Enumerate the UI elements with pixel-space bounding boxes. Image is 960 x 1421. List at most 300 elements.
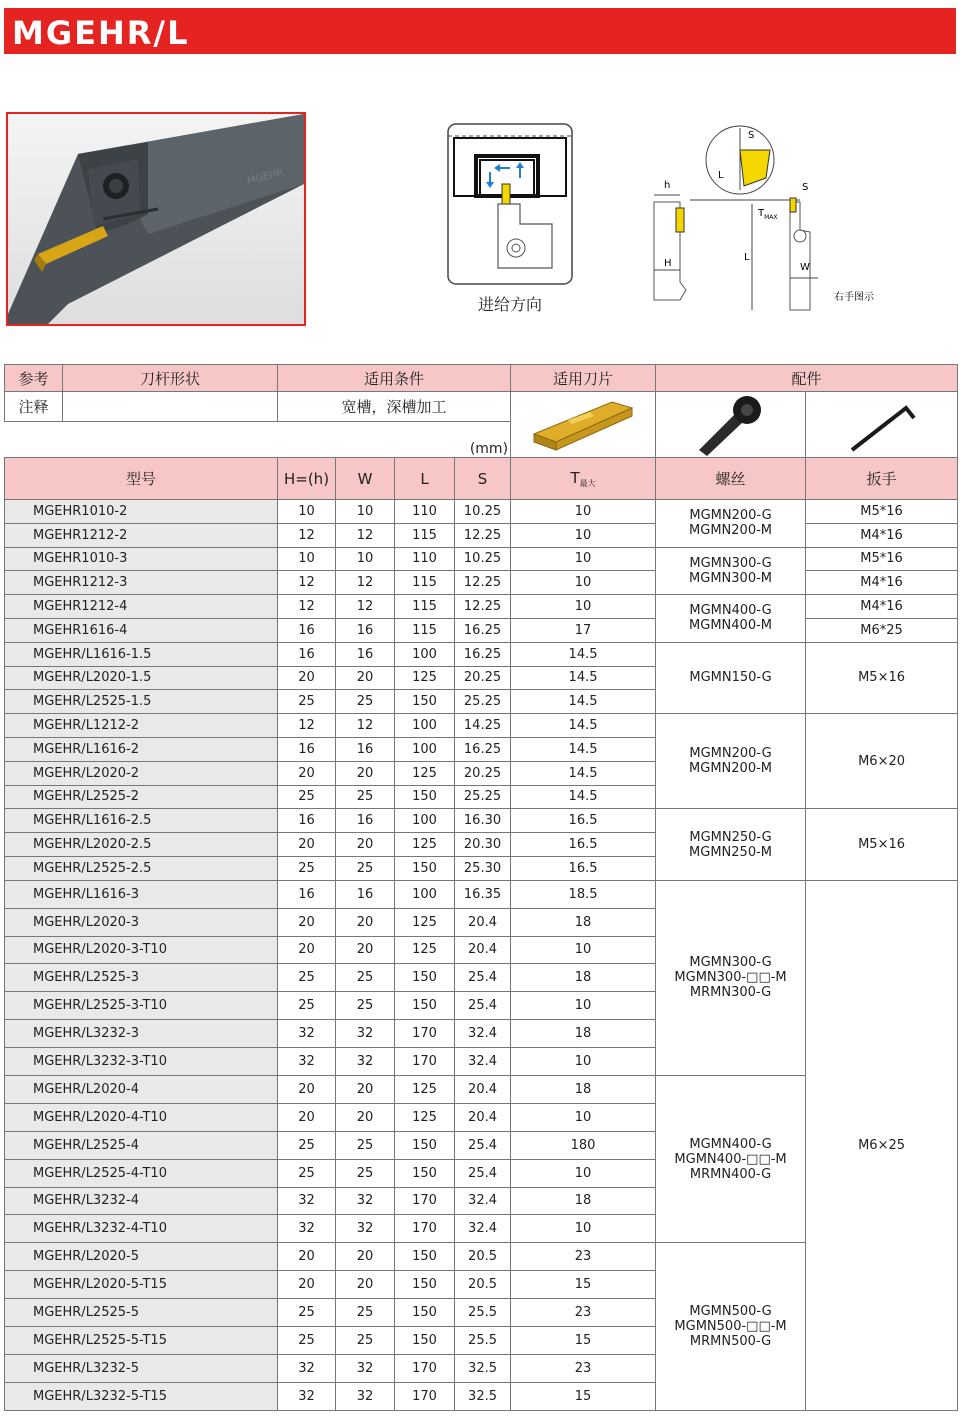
t-cell: 14.5 — [511, 761, 656, 785]
model-cell: MGEHR1616-4 — [5, 618, 278, 642]
l-cell: 100 — [395, 737, 455, 761]
t-cell: 14.5 — [511, 690, 656, 714]
model-cell: MGEHR1010-2 — [5, 500, 278, 524]
toolholder-illustration — [8, 114, 304, 324]
note-label: 注释 — [5, 392, 63, 422]
l-cell: 150 — [395, 1271, 455, 1299]
col-wrench: 扳手 — [806, 458, 958, 500]
w-cell: 12 — [336, 714, 395, 738]
screw-cell: M4*16 — [806, 571, 958, 595]
t-cell: 18 — [511, 1020, 656, 1048]
table-row — [5, 880, 958, 908]
w-cell: 25 — [336, 964, 395, 992]
h-cell: 25 — [278, 1327, 336, 1355]
t-cell: 23 — [511, 1299, 656, 1327]
t-cell: 10 — [511, 936, 656, 964]
insert-image-cell — [511, 392, 656, 458]
w-cell: 10 — [336, 547, 395, 571]
col-h: H=(h) — [278, 458, 336, 500]
l-cell: 150 — [395, 992, 455, 1020]
model-cell: MGEHR/L3232-3-T10 — [5, 1048, 278, 1076]
t-cell: 15 — [511, 1327, 656, 1355]
insert-line: MGMN200-G — [689, 508, 772, 524]
l-cell: 110 — [395, 547, 455, 571]
table-row — [5, 547, 958, 571]
table-row — [5, 618, 958, 642]
t-cell: 23 — [511, 1354, 656, 1382]
insert-line: MGMN400-M — [689, 618, 772, 634]
header-shape: 刀杆形状 — [63, 365, 278, 392]
t-cell: 18.5 — [511, 880, 656, 908]
w-cell: 32 — [336, 1020, 395, 1048]
w-cell: 16 — [336, 618, 395, 642]
s-cell: 32.5 — [455, 1382, 511, 1410]
insert-line: MGMN500-□□-M — [674, 1319, 787, 1334]
dim-s-label-2: S — [802, 182, 809, 193]
insert-line: MGMN150-G — [689, 670, 772, 686]
t-cell: 10 — [511, 992, 656, 1020]
w-cell: 32 — [336, 1187, 395, 1215]
w-cell: 32 — [336, 1354, 395, 1382]
l-cell: 125 — [395, 936, 455, 964]
s-cell: 20.4 — [455, 1075, 511, 1103]
model-cell: MGEHR1212-3 — [5, 571, 278, 595]
l-cell: 100 — [395, 642, 455, 666]
t-cell: 10 — [511, 1159, 656, 1187]
wrench-image-cell — [806, 392, 958, 458]
screw-cell: M5*16 — [806, 500, 958, 524]
insert-cell — [656, 714, 806, 809]
l-cell: 150 — [395, 1299, 455, 1327]
t-cell: 23 — [511, 1243, 656, 1271]
h-cell: 32 — [278, 1382, 336, 1410]
s-cell: 16.30 — [455, 809, 511, 833]
w-cell: 32 — [336, 1048, 395, 1076]
l-cell: 100 — [395, 809, 455, 833]
w-cell: 25 — [336, 785, 395, 809]
insert-cell — [656, 1243, 806, 1410]
insert-line: MGMN300-G — [689, 955, 772, 971]
product-photo — [6, 112, 306, 326]
h-cell: 32 — [278, 1215, 336, 1243]
h-cell: 16 — [278, 642, 336, 666]
l-cell: 100 — [395, 714, 455, 738]
l-cell: 110 — [395, 500, 455, 524]
model-cell: MGEHR/L2020-5-T15 — [5, 1271, 278, 1299]
col-screw: 螺丝 — [656, 458, 806, 500]
h-cell: 12 — [278, 595, 336, 619]
model-cell: MGEHR/L1616-1.5 — [5, 642, 278, 666]
h-cell: 25 — [278, 690, 336, 714]
model-cell: MGEHR1010-3 — [5, 547, 278, 571]
title-banner — [4, 8, 956, 54]
model-cell: MGEHR/L2020-5 — [5, 1243, 278, 1271]
s-cell: 10.25 — [455, 547, 511, 571]
t-cell: 10 — [511, 547, 656, 571]
l-cell: 150 — [395, 1131, 455, 1159]
insert-cell — [656, 595, 806, 643]
model-cell: MGEHR/L2525-4-T10 — [5, 1159, 278, 1187]
insert-line: MGMN400-□□-M — [674, 1151, 787, 1167]
model-cell: MGEHR/L2525-5-T15 — [5, 1327, 278, 1355]
screw-cell: M6×20 — [806, 714, 958, 809]
l-cell: 170 — [395, 1048, 455, 1076]
s-cell: 25.5 — [455, 1299, 511, 1327]
h-cell: 32 — [278, 1187, 336, 1215]
h-cell: 16 — [278, 618, 336, 642]
s-cell: 10.25 — [455, 500, 511, 524]
insert-icon — [528, 394, 638, 456]
dim-tmax-label: $T_{MAX}$ — [758, 208, 778, 221]
header-insert: 适用刀片 — [511, 365, 656, 392]
header-condition: 适用条件 — [278, 365, 511, 392]
t-cell: 10 — [511, 1215, 656, 1243]
s-cell: 25.30 — [455, 856, 511, 880]
t-cell: 16.5 — [511, 833, 656, 857]
s-cell: 14.25 — [455, 714, 511, 738]
t-cell: 18 — [511, 908, 656, 936]
t-cell: 14.5 — [511, 714, 656, 738]
l-cell: 150 — [395, 1159, 455, 1187]
feed-direction-diagram — [440, 120, 580, 320]
l-cell: 100 — [395, 880, 455, 908]
insert-cell — [656, 880, 806, 1075]
t-cell: 15 — [511, 1382, 656, 1410]
s-cell: 25.5 — [455, 1327, 511, 1355]
insert-line: MGMN500-G — [689, 1304, 772, 1319]
h-cell: 20 — [278, 908, 336, 936]
h-cell: 32 — [278, 1048, 336, 1076]
h-cell: 12 — [278, 714, 336, 738]
l-cell: 150 — [395, 1243, 455, 1271]
model-cell: MGEHR/L2020-2.5 — [5, 833, 278, 857]
s-cell: 16.25 — [455, 642, 511, 666]
l-cell: 170 — [395, 1382, 455, 1410]
model-cell: MGEHR/L2020-4-T10 — [5, 1103, 278, 1131]
s-cell: 20.25 — [455, 666, 511, 690]
w-cell: 20 — [336, 936, 395, 964]
table-row — [5, 809, 958, 833]
w-cell: 10 — [336, 500, 395, 524]
t-cell: 17 — [511, 618, 656, 642]
model-cell: MGEHR/L2525-2.5 — [5, 856, 278, 880]
w-cell: 16 — [336, 737, 395, 761]
dim-l-label-1: L — [718, 170, 724, 181]
s-cell: 12.25 — [455, 595, 511, 619]
header-row-1 — [5, 365, 958, 392]
insert-line: MGMN250-M — [689, 844, 772, 860]
screw-cell: M5×16 — [806, 809, 958, 880]
l-cell: 125 — [395, 833, 455, 857]
t-cell: 10 — [511, 571, 656, 595]
screw-cell: M6×25 — [806, 880, 958, 1410]
h-cell: 20 — [278, 936, 336, 964]
t-cell: 180 — [511, 1131, 656, 1159]
h-cell: 25 — [278, 992, 336, 1020]
page-title: MGEHR/L — [12, 14, 190, 52]
l-cell: 125 — [395, 761, 455, 785]
w-cell: 25 — [336, 1299, 395, 1327]
w-cell: 20 — [336, 833, 395, 857]
s-cell: 20.30 — [455, 833, 511, 857]
w-cell: 20 — [336, 908, 395, 936]
h-cell: 20 — [278, 666, 336, 690]
t-cell: 18 — [511, 1075, 656, 1103]
note-shape-empty — [63, 392, 278, 422]
insert-cell — [656, 547, 806, 595]
h-cell: 20 — [278, 1243, 336, 1271]
s-cell: 25.4 — [455, 1131, 511, 1159]
insert-line: MGMN300-M — [689, 570, 772, 586]
h-cell: 32 — [278, 1020, 336, 1048]
w-cell: 12 — [336, 595, 395, 619]
dim-h-label: h — [664, 180, 671, 191]
s-cell: 16.25 — [455, 618, 511, 642]
l-cell: 170 — [395, 1187, 455, 1215]
s-cell: 25.25 — [455, 690, 511, 714]
l-cell: 150 — [395, 690, 455, 714]
model-cell: MGEHR/L3232-5 — [5, 1354, 278, 1382]
model-cell: MGEHR/L2020-3 — [5, 908, 278, 936]
dimension-figure — [640, 120, 900, 320]
l-cell: 150 — [395, 856, 455, 880]
insert-cell — [656, 500, 806, 548]
t-cell: 10 — [511, 1048, 656, 1076]
w-cell: 25 — [336, 856, 395, 880]
l-cell: 125 — [395, 666, 455, 690]
t-cell: 14.5 — [511, 666, 656, 690]
model-cell: MGEHR/L2020-2 — [5, 761, 278, 785]
col-t: $T_{最大}$ — [511, 458, 656, 500]
screw-image-cell — [656, 392, 806, 458]
col-s: S — [455, 458, 511, 500]
l-cell: 115 — [395, 618, 455, 642]
table-row — [5, 571, 958, 595]
insert-line: MGMN200-M — [689, 761, 772, 777]
screw-cell: M4*16 — [806, 595, 958, 619]
h-cell: 16 — [278, 880, 336, 908]
table-row — [5, 642, 958, 666]
insert-line: MGMN400-G — [689, 603, 772, 619]
header-ref: 参考 — [5, 365, 63, 392]
insert-line: MRMN300-G — [689, 985, 772, 1001]
table-row — [5, 714, 958, 738]
model-cell: MGEHR/L3232-3 — [5, 1020, 278, 1048]
column-header-row — [5, 458, 958, 500]
h-cell: 16 — [278, 737, 336, 761]
dim-s-label-1: S — [748, 130, 755, 141]
insert-line: MGMN250-G — [689, 829, 772, 845]
insert-cell — [656, 809, 806, 880]
h-cell: 32 — [278, 1354, 336, 1382]
s-cell: 25.4 — [455, 964, 511, 992]
h-cell: 20 — [278, 1271, 336, 1299]
h-cell: 20 — [278, 1075, 336, 1103]
col-model: 型号 — [5, 458, 278, 500]
s-cell: 25.4 — [455, 992, 511, 1020]
feed-direction-figure — [440, 120, 580, 320]
w-cell: 16 — [336, 809, 395, 833]
model-cell: MGEHR/L1616-3 — [5, 880, 278, 908]
spec-table — [4, 364, 958, 1411]
model-cell: MGEHR/L2020-3-T10 — [5, 936, 278, 964]
model-cell: MGEHR/L1212-2 — [5, 714, 278, 738]
t-cell: 10 — [511, 523, 656, 547]
model-cell: MGEHR/L3232-5-T15 — [5, 1382, 278, 1410]
s-cell: 20.25 — [455, 761, 511, 785]
t-cell: 14.5 — [511, 642, 656, 666]
insert-line: MGMN300-G — [689, 555, 772, 571]
h-cell: 25 — [278, 856, 336, 880]
model-cell: MGEHR/L3232-4-T10 — [5, 1215, 278, 1243]
s-cell: 32.4 — [455, 1020, 511, 1048]
dim-H-label: H — [664, 258, 672, 269]
screw-cell: M4*16 — [806, 523, 958, 547]
l-cell: 170 — [395, 1020, 455, 1048]
insert-line: MGMN200-M — [689, 523, 772, 539]
t-cell: 16.5 — [511, 856, 656, 880]
screw-cell: M5×16 — [806, 642, 958, 713]
insert-line: MGMN200-G — [689, 746, 772, 762]
w-cell: 20 — [336, 761, 395, 785]
model-cell: MGEHR/L2525-5 — [5, 1299, 278, 1327]
model-cell: MGEHR1212-4 — [5, 595, 278, 619]
s-cell: 25.25 — [455, 785, 511, 809]
s-cell: 20.4 — [455, 1103, 511, 1131]
screw-cell: M6*25 — [806, 618, 958, 642]
insert-line: MRMN500-G — [689, 1334, 772, 1349]
w-cell: 25 — [336, 1159, 395, 1187]
l-cell: 115 — [395, 571, 455, 595]
w-cell: 25 — [336, 690, 395, 714]
w-cell: 32 — [336, 1382, 395, 1410]
l-cell: 125 — [395, 1103, 455, 1131]
feed-direction-label: 进给方向 — [477, 295, 543, 314]
wrench-icon — [842, 394, 922, 456]
s-cell: 32.5 — [455, 1354, 511, 1382]
l-cell: 125 — [395, 1075, 455, 1103]
w-cell: 20 — [336, 1103, 395, 1131]
header-accessory: 配件 — [656, 365, 958, 392]
insert-cell — [656, 642, 806, 713]
model-cell: MGEHR/L3232-4 — [5, 1187, 278, 1215]
h-cell: 20 — [278, 761, 336, 785]
model-cell: MGEHR/L2525-1.5 — [5, 690, 278, 714]
h-cell: 20 — [278, 833, 336, 857]
screw-cell: M5*16 — [806, 547, 958, 571]
h-cell: 25 — [278, 1159, 336, 1187]
w-cell: 16 — [336, 880, 395, 908]
w-cell: 25 — [336, 1131, 395, 1159]
insert-line: MGMN400-G — [689, 1136, 772, 1152]
model-cell: MGEHR1212-2 — [5, 523, 278, 547]
h-cell: 25 — [278, 964, 336, 992]
s-cell: 20.4 — [455, 908, 511, 936]
table-row — [5, 595, 958, 619]
s-cell: 32.4 — [455, 1215, 511, 1243]
h-cell: 25 — [278, 785, 336, 809]
l-cell: 150 — [395, 1327, 455, 1355]
s-cell: 16.25 — [455, 737, 511, 761]
l-cell: 115 — [395, 523, 455, 547]
model-cell: MGEHR/L2525-2 — [5, 785, 278, 809]
condition-value: 宽槽，深槽加工 — [278, 392, 511, 422]
unit-label: (mm) — [5, 432, 511, 458]
s-cell: 20.5 — [455, 1243, 511, 1271]
w-cell: 16 — [336, 642, 395, 666]
w-cell: 20 — [336, 1075, 395, 1103]
s-cell: 12.25 — [455, 523, 511, 547]
insert-line: MGMN300-□□-M — [674, 970, 787, 986]
l-cell: 125 — [395, 908, 455, 936]
t-cell: 10 — [511, 1103, 656, 1131]
h-cell: 25 — [278, 1299, 336, 1327]
h-cell: 16 — [278, 809, 336, 833]
s-cell: 25.4 — [455, 1159, 511, 1187]
s-cell: 32.4 — [455, 1187, 511, 1215]
t-cell: 16.5 — [511, 809, 656, 833]
s-cell: 12.25 — [455, 571, 511, 595]
s-cell: 16.35 — [455, 880, 511, 908]
l-cell: 170 — [395, 1215, 455, 1243]
l-cell: 115 — [395, 595, 455, 619]
model-cell: MGEHR/L2525-4 — [5, 1131, 278, 1159]
w-cell: 12 — [336, 523, 395, 547]
screw-icon — [691, 394, 771, 456]
t-cell: 14.5 — [511, 785, 656, 809]
insert-line: MRMN400-G — [689, 1166, 772, 1182]
l-cell: 170 — [395, 1354, 455, 1382]
model-cell: MGEHR/L2525-3 — [5, 964, 278, 992]
table-row — [5, 500, 958, 524]
col-w: W — [336, 458, 395, 500]
right-hand-label: 右手图示 — [834, 292, 874, 303]
table-row — [5, 523, 958, 547]
model-cell: MGEHR/L1616-2.5 — [5, 809, 278, 833]
l-cell: 150 — [395, 964, 455, 992]
h-cell: 10 — [278, 500, 336, 524]
t-cell: 18 — [511, 1187, 656, 1215]
h-cell: 12 — [278, 523, 336, 547]
model-cell: MGEHR/L2525-3-T10 — [5, 992, 278, 1020]
h-cell: 20 — [278, 1103, 336, 1131]
h-cell: 12 — [278, 571, 336, 595]
t-cell: 10 — [511, 595, 656, 619]
s-cell: 20.5 — [455, 1271, 511, 1299]
w-cell: 32 — [336, 1215, 395, 1243]
h-cell: 10 — [278, 547, 336, 571]
holder-marking: MGEHR — [246, 167, 285, 187]
model-cell: MGEHR/L2020-4 — [5, 1075, 278, 1103]
w-cell: 20 — [336, 1271, 395, 1299]
s-cell: 20.4 — [455, 936, 511, 964]
blank-spacer — [5, 422, 511, 432]
w-cell: 20 — [336, 666, 395, 690]
l-cell: 150 — [395, 785, 455, 809]
w-cell: 25 — [336, 1327, 395, 1355]
t-cell: 10 — [511, 500, 656, 524]
col-l: L — [395, 458, 455, 500]
w-cell: 20 — [336, 1243, 395, 1271]
s-cell: 32.4 — [455, 1048, 511, 1076]
w-cell: 25 — [336, 992, 395, 1020]
model-cell: MGEHR/L1616-2 — [5, 737, 278, 761]
h-cell: 25 — [278, 1131, 336, 1159]
header-row-2 — [5, 392, 958, 422]
w-cell: 12 — [336, 571, 395, 595]
t-cell: 18 — [511, 964, 656, 992]
dimension-diagram — [640, 120, 900, 320]
